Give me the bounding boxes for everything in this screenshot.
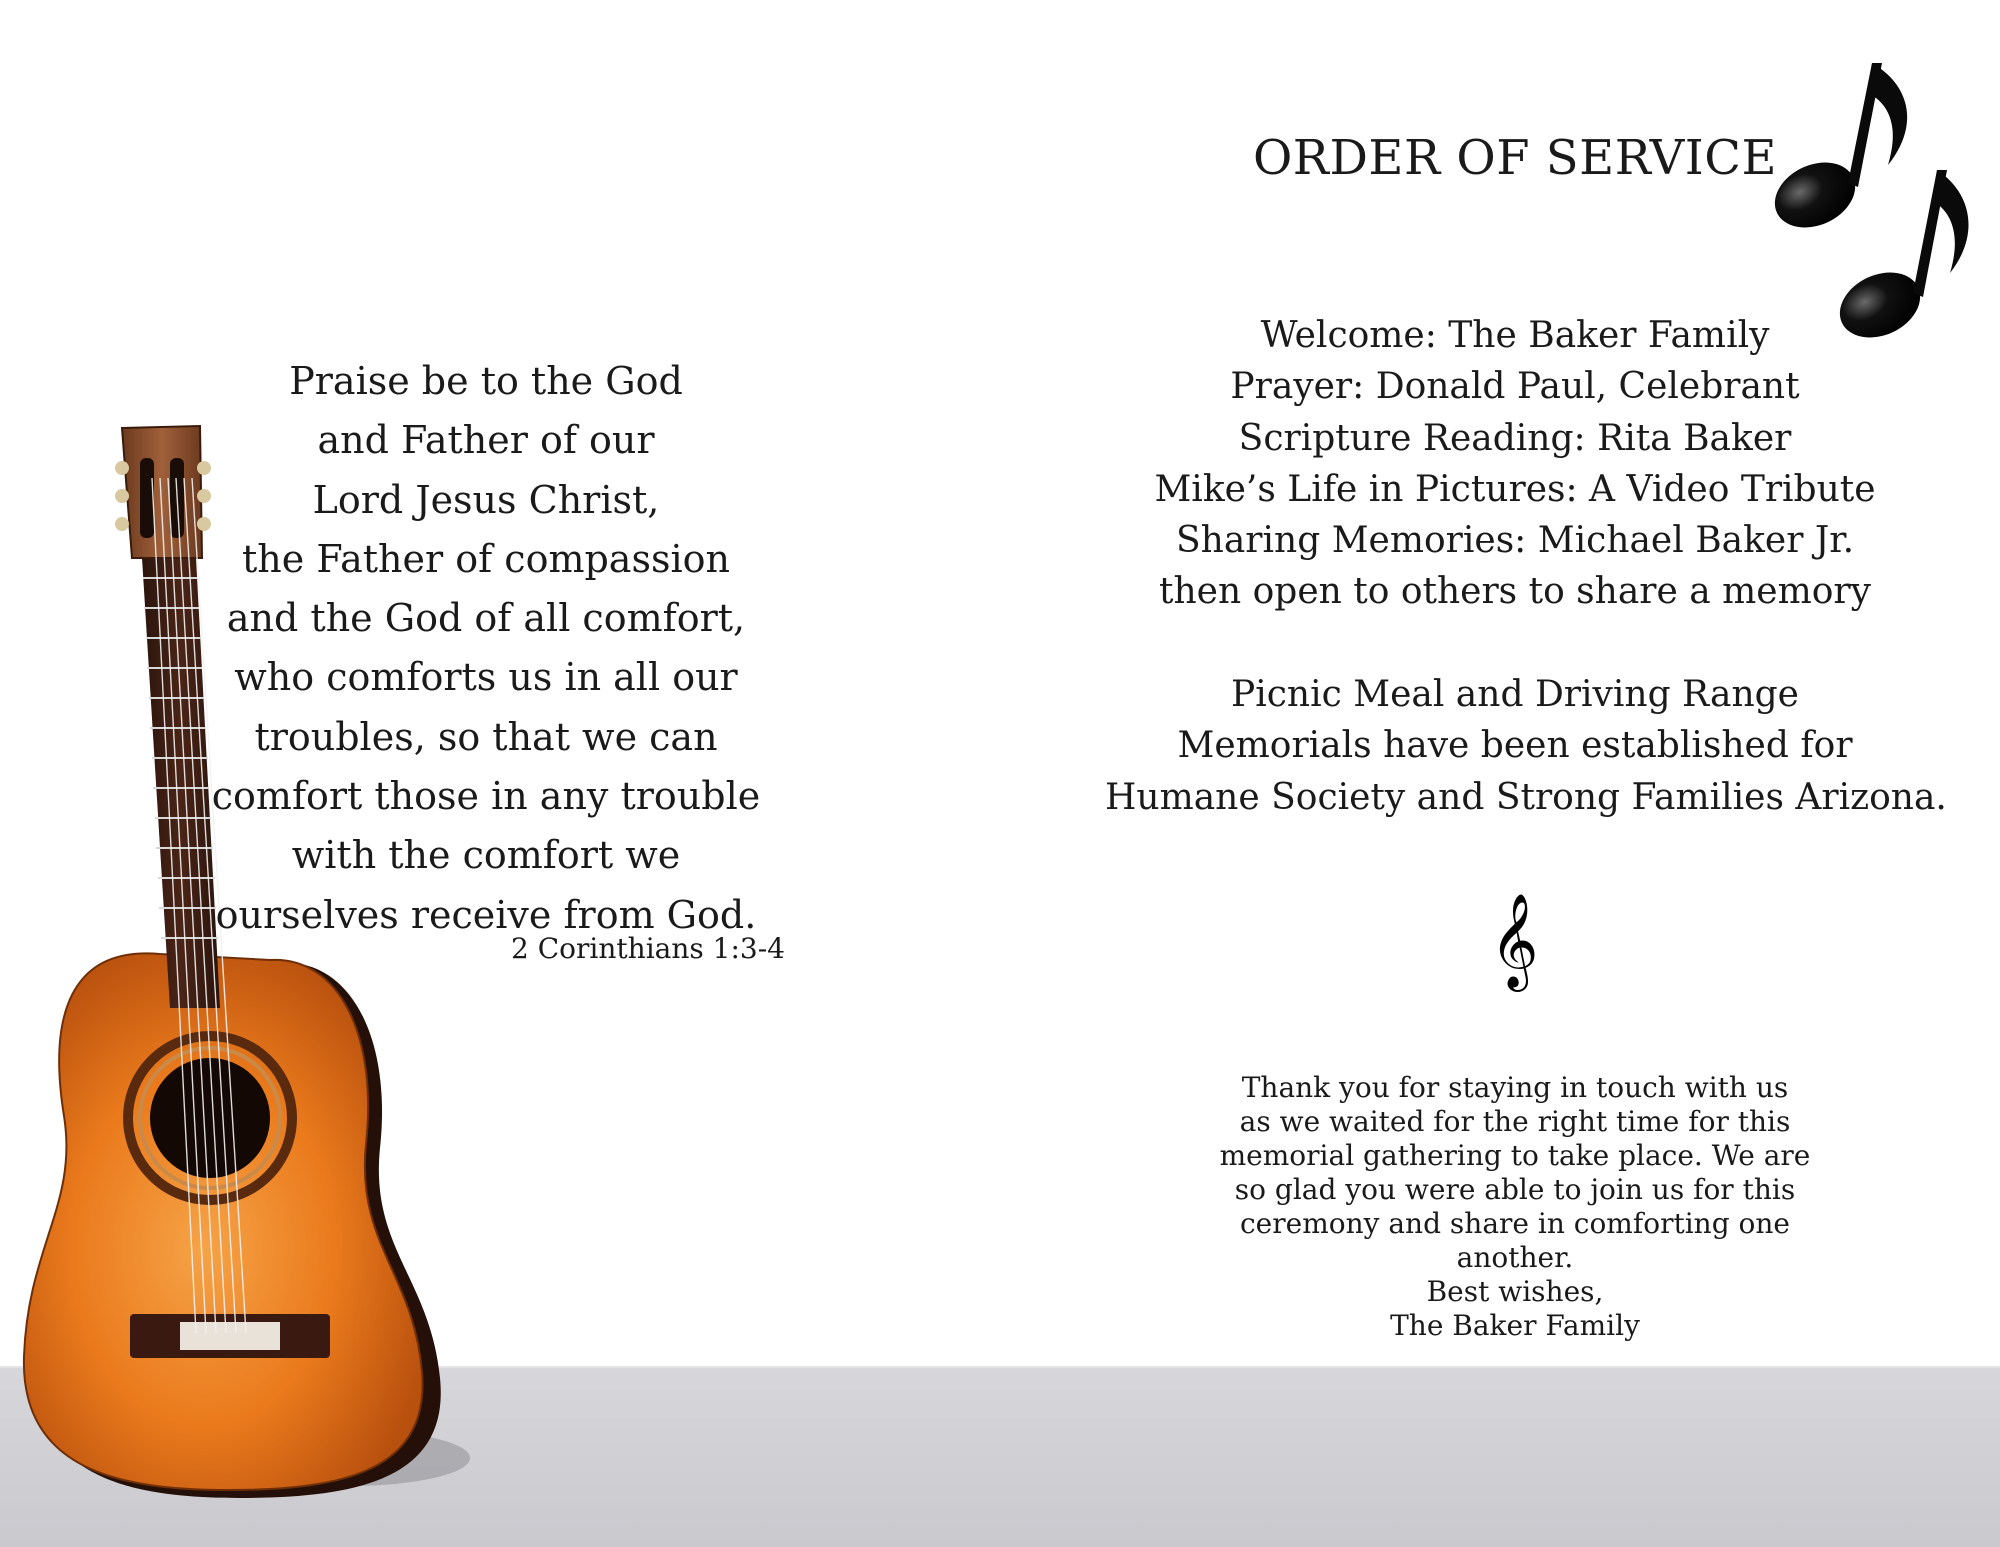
message-line: so glad you were able to join us for this	[1234, 1173, 1796, 1206]
verse-line: who comforts us in all our	[234, 655, 738, 700]
service-item: then open to others to share a memory	[1159, 571, 1871, 613]
music-notes-icon	[1760, 55, 1970, 340]
verse-line: Praise be to the God	[289, 359, 683, 403]
message-line: memorial gathering to take place. We are	[1219, 1139, 1811, 1172]
verse-line: troubles, so that we can	[254, 714, 718, 759]
memorial-note: Memorials have been established for	[1177, 725, 1853, 767]
message-line: ceremony and share in comforting one	[1240, 1207, 1790, 1240]
order-of-service-list	[1105, 310, 1947, 823]
verse-line: comfort those in any trouble	[211, 774, 761, 819]
verse-line: and Father of our	[317, 418, 655, 463]
service-item: Sharing Memories: Michael Baker Jr.	[1175, 520, 1855, 562]
service-item: Mike’s Life in Pictures: A Video Tribute	[1154, 468, 1876, 510]
page-title: ORDER OF SERVICE	[1252, 130, 1778, 186]
verse-line: and the God of all comfort,	[226, 596, 746, 641]
service-item: Picnic Meal and Driving Range	[1231, 674, 1799, 716]
spacer	[1105, 618, 1925, 669]
service-item: Welcome: The Baker Family	[1260, 315, 1770, 356]
service-item: Scripture Reading: Rita Baker	[1238, 417, 1792, 459]
signature: The Baker Family	[1390, 1309, 1640, 1342]
closing: Best wishes,	[1426, 1275, 1604, 1308]
memorial-note: Humane Society and Strong Families Arizona.	[1105, 776, 1947, 818]
verse-line: with the comfort we	[291, 833, 681, 878]
scripture-verse	[186, 352, 786, 945]
verse-citation: 2 Corinthians 1:3-4	[511, 932, 785, 965]
treble-clef-icon: 𝄞	[1490, 893, 1539, 988]
verse-line: Lord Jesus Christ,	[312, 477, 660, 522]
verse-line: the Father of compassion	[242, 536, 730, 581]
message-line: another.	[1456, 1241, 1574, 1274]
verse-line: ourselves receive from God.	[215, 892, 757, 937]
message-line: Thank you for staying in touch with us	[1241, 1071, 1789, 1104]
thank-you-message	[1185, 1071, 1845, 1343]
message-line: as we waited for the right time for this	[1239, 1105, 1791, 1138]
service-item: Prayer: Donald Paul, Celebrant	[1230, 366, 1800, 408]
